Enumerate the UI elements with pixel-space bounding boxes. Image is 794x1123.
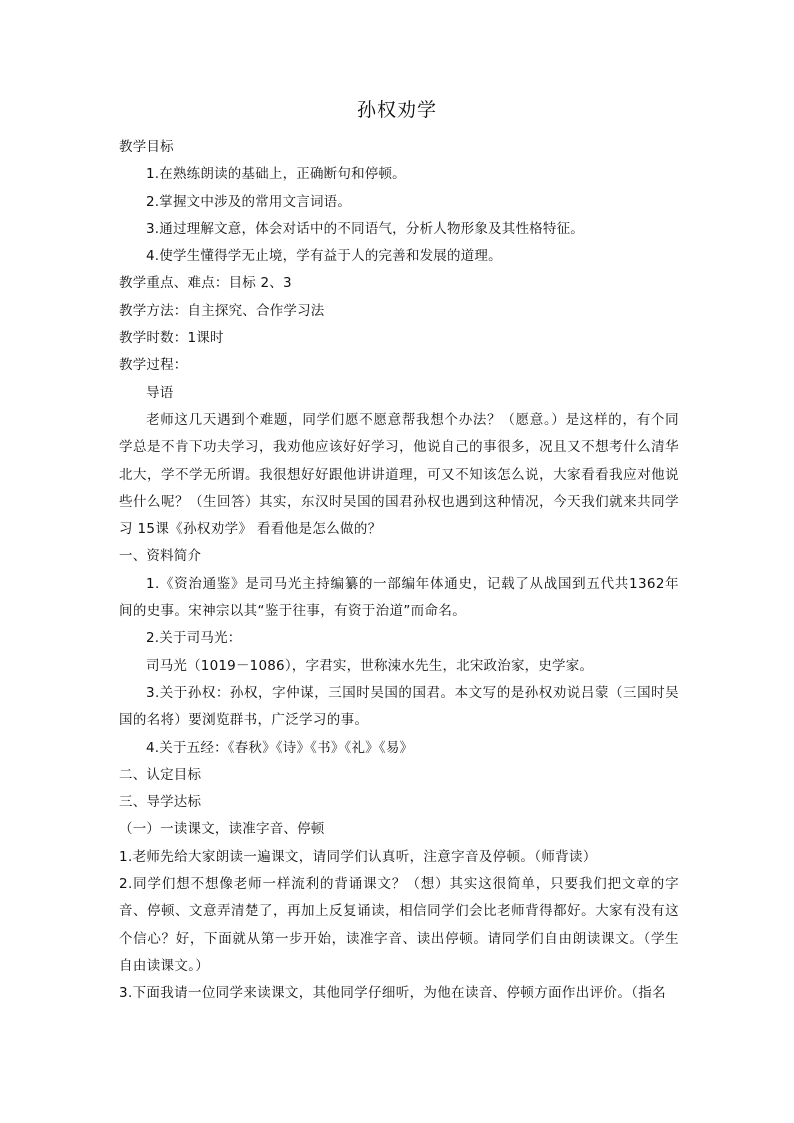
heading-teaching-goals: 教学目标 bbox=[119, 139, 174, 155]
section-1-item-3: 3.关于孙权：孙权，字仲谋，三国时吴国的国君。本文写的是孙权劝说吕蒙（三国时吴国的名将）要浏览群书，广泛学习的事。 bbox=[119, 684, 679, 729]
teaching-process-heading: 教学过程： bbox=[119, 357, 188, 374]
step-2: 2.同学们想不想像老师一样流利的背诵课文？（想）其实这很简单，只要我们把文章的字音、停顿、文意弄清楚了，再加上反复诵读，相信同学们会比老师背得都好。大家有没有这个信心？好，下面就从第一步开始，读准字音、读出停顿。请同学们自由朗读课文。（学生自由读课文。） bbox=[119, 876, 679, 974]
intro-paragraph: 老师这几天遇到个难题，同学们愿不愿意帮我想个办法？（愿意。）是这样的，有个同学总是不肯下功夫学习，我劝他应该好好学习，他说自己的事很多，况且又不想考什么清华北大，学不学无所谓。我很想好好跟他讲讲道理，可又不知该怎么说，大家看看我应对他说些什么呢？（生回答）其实，东汉时吴国的国君孙权也遇到这种情况，今天我们就来共同学习 15课《孙权劝学》 看看他是怎么做的？ bbox=[119, 411, 679, 538]
step-1: 1.老师先给大家朗读一遍课文，请同学们认真听，注意字音及停顿。（师背读） bbox=[119, 848, 597, 865]
section-1-title: 一、资料简介 bbox=[119, 548, 202, 565]
section-1-item-2-content: 司马光（1019－1086），字君实，世称涑水先生，北宋政治家，史学家。 bbox=[146, 657, 594, 674]
section-2-title: 二、认定目标 bbox=[119, 766, 202, 783]
key-difficult-points: 教学重点、难点：目标 2、3 bbox=[119, 275, 292, 292]
section-1-item-4: 4.关于五经：《春秋》《诗》《书》《礼》《易》 bbox=[146, 739, 414, 756]
section-3-title: 三、导学达标 bbox=[119, 794, 202, 811]
goal-item-4: 4.使学生懂得学无止境，学有益于人的完善和发展的道理。 bbox=[146, 248, 502, 265]
goal-item-1: 1.在熟练朗读的基础上，正确断句和停顿。 bbox=[146, 166, 406, 183]
goal-item-2: 2.掌握文中涉及的常用文言词语。 bbox=[146, 193, 352, 210]
goal-item-3: 3.通过理解文意，体会对话中的不同语气，分析人物形象及其性格特征。 bbox=[146, 220, 584, 237]
teaching-methods: 教学方法：自主探究、合作学习法 bbox=[119, 302, 325, 319]
section-1-item-2-title: 2.关于司马光： bbox=[146, 630, 242, 647]
document-body bbox=[119, 134, 679, 1008]
teaching-hours: 教学时数：1课时 bbox=[119, 330, 224, 347]
page-title: 孙权劝学 bbox=[356, 99, 437, 121]
section-1-item-1: 1.《资治通鉴》是司马光主持编纂的一部编年体通史，记载了从战国到五代共1362年间的史事。宋神宗以其“鉴于往事，有资于治道”而命名。 bbox=[119, 575, 679, 620]
intro-heading: 导语 bbox=[146, 384, 174, 401]
subsection-1-title: （一）一读课文，读准字音、停顿 bbox=[119, 821, 325, 838]
step-3: 3.下面我请一位同学来读课文，其他同学仔细听，为他在读音、停顿方面作出评价。（指名 bbox=[119, 985, 666, 1002]
